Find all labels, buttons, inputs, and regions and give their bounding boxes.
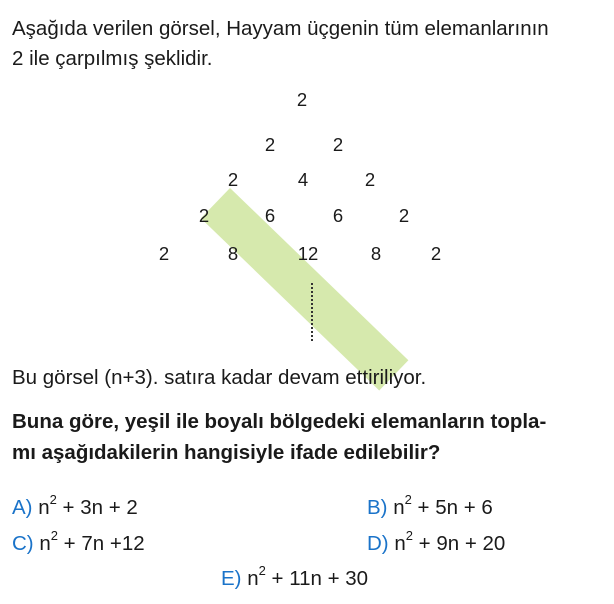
option-d[interactable] (367, 528, 506, 556)
triangle-cell: 2 (264, 134, 276, 155)
triangle-cell: 2 (198, 205, 210, 226)
option-a-letter: A) (12, 496, 33, 519)
triangle-cell: 8 (370, 243, 382, 264)
option-d-letter: D) (367, 532, 389, 555)
option-a[interactable] (12, 492, 138, 520)
triangle-cell: 2 (296, 89, 308, 110)
question-text (12, 406, 608, 468)
green-highlight-band (198, 188, 409, 390)
option-e-letter: E) (221, 567, 242, 590)
continuation-text: Bu görsel (n+3). satıra kadar devam ettiriliyor. (12, 366, 427, 389)
intro-text (12, 14, 607, 74)
option-d-exponent: 2 (405, 528, 413, 544)
option-b-rest: + 5n + 6 (411, 496, 493, 519)
option-c-rest: + 7n +12 (57, 532, 145, 555)
triangle-cell: 6 (332, 205, 344, 226)
option-b-base: n (393, 496, 405, 519)
triangle-cell: 6 (264, 205, 276, 226)
triangle-cell: 2 (227, 169, 239, 190)
option-c-exponent: 2 (50, 528, 58, 544)
triangle-cell: 2 (430, 243, 442, 264)
option-e-exponent: 2 (258, 563, 266, 579)
triangle-cell: 2 (158, 243, 170, 264)
option-d-base: n (394, 532, 406, 555)
intro-line-1: Aşağıda verilen görsel, Hayyam üçgenin tüm elemanlarının (12, 17, 549, 40)
question-line-1: Buna göre, yeşil ile boyalı bölgedeki elemanların topla- (12, 410, 547, 433)
triangle-cell: 2 (332, 134, 344, 155)
option-a-exponent: 2 (49, 492, 57, 508)
triangle-cell: 4 (297, 169, 309, 190)
option-c[interactable] (12, 528, 145, 556)
option-b[interactable] (367, 492, 493, 520)
option-e-base: n (247, 567, 259, 590)
triangle-cell: 2 (364, 169, 376, 190)
triangle-cell: 12 (297, 243, 319, 264)
question-line-2: mı aşağıdakilerin hangisiyle ifade edilebilir? (12, 441, 441, 464)
triangle-cell: 2 (398, 205, 410, 226)
option-b-exponent: 2 (404, 492, 412, 508)
option-e[interactable] (221, 563, 369, 591)
option-a-rest: + 3n + 2 (56, 496, 138, 519)
option-e-rest: + 11n + 30 (265, 567, 369, 590)
option-a-base: n (38, 496, 50, 519)
option-c-base: n (39, 532, 51, 555)
option-b-letter: B) (367, 496, 388, 519)
continuation-dots (311, 283, 313, 341)
option-c-letter: C) (12, 532, 34, 555)
option-d-rest: + 9n + 20 (412, 532, 506, 555)
intro-line-2: 2 ile çarpılmış şeklidir. (12, 47, 213, 70)
triangle-cell: 8 (227, 243, 239, 264)
